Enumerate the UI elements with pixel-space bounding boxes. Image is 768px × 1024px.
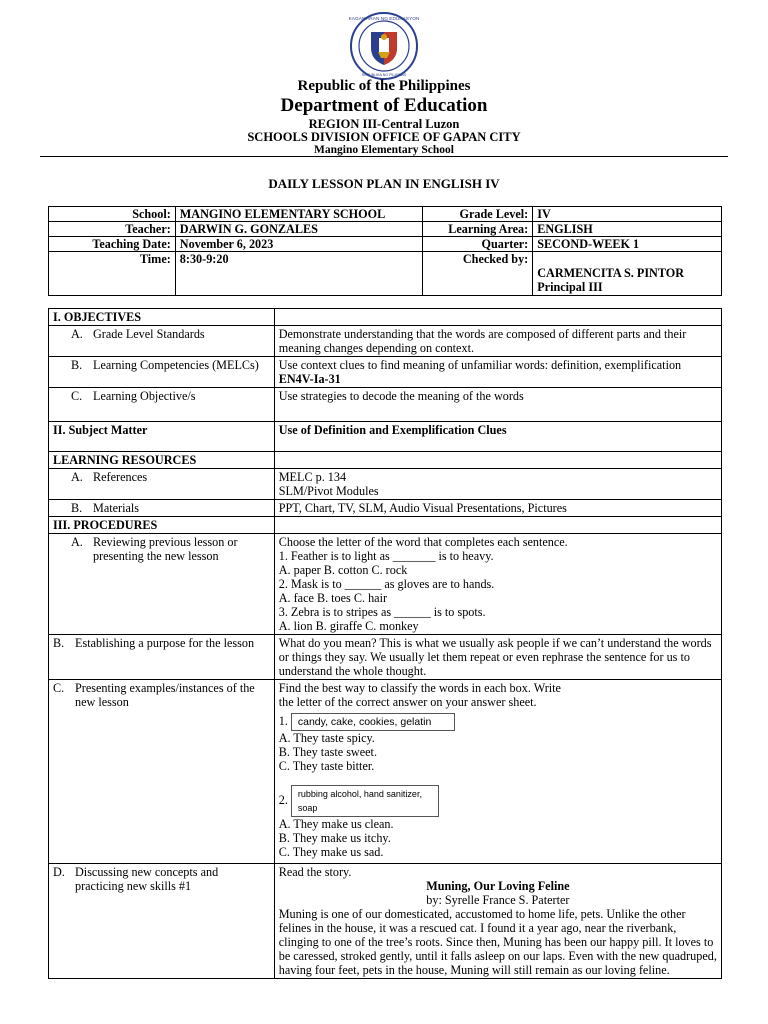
school-label: School:: [49, 207, 176, 222]
subject-matter-row: [49, 422, 722, 452]
info-row-date: [49, 237, 722, 252]
review-line: A. face B. toes C. hair: [278, 591, 388, 605]
procedure-row-b: B. Establishing a purpose for the lesson What do you mean? This is what we usually ask people if we can’t understand the words or things they say. We usually let them repeat or even rephrase the sentence for us to understand the whole thought.: [49, 635, 722, 680]
procedures-heading-row: [49, 517, 722, 534]
teacher-label: Teacher:: [49, 222, 176, 237]
review-line: 2. Mask is to ______ as gloves are to hands.: [278, 577, 495, 591]
teaching-date-value: November 6, 2023: [175, 237, 423, 252]
grade-level-standards-text: Demonstrate understanding that the words are composed of different parts and their meaning changes depending on context.: [274, 326, 721, 357]
story-text: Muning is one of our domesticated, accustomed to home life, pets. Unlike the other felines in the house, it was a rescued cat. I found it a year ago, near the riverbank, clinging to one of the tree’s roots. Since then, Muning has been our happy pill. It loves to be caressed, stroked gently, until it falls asleep on our laps. Even with the new quadruped, having four feet, pets in the house, Muning will still remain as our loving feline.: [278, 907, 717, 977]
quarter-value: SECOND-WEEK 1: [533, 237, 722, 252]
teaching-date-label: Teaching Date:: [49, 237, 176, 252]
document-title: DAILY LESSON PLAN IN ENGLISH IV: [268, 176, 500, 191]
discussing-concepts-content: Read the story. Muning, Our Loving Feline by: Syrelle France S. Paterter Muning is one of our domesticated, accustomed to home life, pets. Unlike the other felines in the house, it was a rescued cat. I found it a year ago, near the riverbank, clinging to one of the tree’s roots. Since then, Muning has been our happy pill. It loves to be caressed, stroked gently, until it falls asleep on our laps. Even with the new quadruped, having four feet, pets in the house, Muning will still remain as our loving feline.: [274, 864, 721, 979]
subject-matter-heading: II. Subject Matter: [49, 422, 275, 452]
checked-by-label: Checked by:: [423, 252, 533, 296]
objective-row-a: A. Grade Level Standards Demonstrate understanding that the words are composed of different parts and their meaning changes depending on context.: [49, 326, 722, 357]
review-line: A. paper B. cotton C. rock: [278, 563, 408, 577]
option: C. They taste bitter.: [278, 759, 375, 773]
materials-label: Materials: [93, 501, 140, 515]
deped-seal-logo: [349, 12, 419, 80]
reviewing-lesson-label: Reviewing previous lesson or presenting the new lesson: [93, 535, 238, 563]
word-box-1: candy, cake, cookies, gelatin: [291, 713, 455, 731]
lesson-plan-table: [48, 308, 722, 979]
establishing-purpose-text: What do you mean? This is what we usually ask people if we can’t understand the words or things they say. We usually let them repeat or even rephrase the sentence for us to understand the whole thought.: [274, 635, 721, 680]
grade-level-label: Grade Level:: [423, 207, 533, 222]
learning-resources-heading: LEARNING RESOURCES: [49, 452, 275, 469]
school-heading: Mangino Elementary School: [314, 144, 454, 156]
materials-text: PPT, Chart, TV, SLM, Audio Visual Presentations, Pictures: [274, 500, 721, 517]
objectives-heading-row: [49, 309, 722, 326]
procedure-row-a: A. Reviewing previous lesson or presenting the new lesson Choose the letter of the word that completes each sentence. 1. Feather is to light as _______ is to heavy. A. paper B. cotton C. rock 2. Mask is to ______ as gloves are to hands. A. face B. toes C. hair 3. Zebra is to stripes as ______ is to spots. A. lion B. giraffe C. monkey: [49, 534, 722, 635]
learning-competencies-text: Use context clues to find meaning of unfamiliar words: definition, exemplification: [278, 358, 682, 372]
info-row-time: [49, 252, 722, 296]
department-heading: Department of Education: [280, 95, 488, 116]
melc-code: EN4V-Ia-31: [278, 372, 341, 386]
procedure-row-d: D. Discussing new concepts and practicing new skills #1 Read the story. Muning, Our Loving Feline by: Syrelle France S. Paterter Muning is one of our domesticated, accustomed to home life, pets. Unlike the other felines in the house, it was a rescued cat. I found it a year ago, near the riverbank, clinging to one of the tree’s roots. Since then, Muning has been our happy pill. It loves to be caressed, stroked gently, until it falls asleep on our laps. Even with the new quadruped, having four feet, pets in the house, Muning will still remain as our loving feline.: [49, 864, 722, 979]
teacher-value: DARWIN G. GONZALES: [175, 222, 423, 237]
checker-title: Principal III: [537, 280, 603, 294]
learning-area-value: ENGLISH: [533, 222, 722, 237]
word-box-2: rubbing alcohol, hand sanitizer, soap: [291, 785, 439, 817]
info-row-school: [49, 207, 722, 222]
story-title: Muning, Our Loving Feline: [426, 879, 570, 893]
materials-row: B. Materials PPT, Chart, TV, SLM, Audio Visual Presentations, Pictures: [49, 500, 722, 517]
resources-heading-row: [49, 452, 722, 469]
header-divider: [40, 156, 728, 157]
procedure-row-c: C. Presenting examples/instances of the new lesson Find the best way to classify the words in each box. Write the letter of the correct answer on your answer sheet. 1. candy, cake, cookies, gelatin A. They taste spicy. B. They taste sweet. C. They taste bitter. 2. rubbing alcohol, hand sanitizer, soap A. They make us clean. B. They make us itchy. C. They make us sad.: [49, 680, 722, 864]
learning-area-label: Learning Area:: [423, 222, 533, 237]
svg-text:REPUBLIKA NG PILIPINAS: REPUBLIKA NG PILIPINAS: [361, 73, 407, 77]
svg-text:KAGAWARAN NG EDUKASYON: KAGAWARAN NG EDUKASYON: [349, 17, 419, 22]
option: C. They make us sad.: [278, 845, 384, 859]
presenting-examples-label: Presenting examples/instances of the new lesson: [75, 681, 255, 709]
info-row-teacher: [49, 222, 722, 237]
review-line: Choose the letter of the word that completes each sentence.: [278, 535, 568, 549]
objective-row-c: C. Learning Objective/s Use strategies to decode the meaning of the words: [49, 388, 722, 422]
option: A. They taste spicy.: [278, 731, 375, 745]
subject-matter-value: Use of Definition and Exemplification Clues: [274, 422, 721, 452]
references-label: References: [93, 470, 148, 484]
option: B. They taste sweet.: [278, 745, 377, 759]
objectives-heading: I. OBJECTIVES: [49, 309, 275, 326]
republic-heading: Republic of the Philippines: [297, 78, 471, 94]
option: A. They make us clean.: [278, 817, 394, 831]
time-value: 8:30-9:20: [175, 252, 423, 296]
learning-competencies-label: Learning Competencies (MELCs): [93, 358, 259, 372]
learning-objectives-label: Learning Objective/s: [93, 389, 196, 403]
presenting-examples-content: Find the best way to classify the words in each box. Write the letter of the correct answer on your answer sheet. 1. candy, cake, cookies, gelatin A. They taste spicy. B. They taste sweet. C. They taste bitter. 2. rubbing alcohol, hand sanitizer, soap A. They make us clean. B. They make us itchy. C. They make us sad.: [274, 680, 721, 864]
review-line: A. lion B. giraffe C. monkey: [278, 619, 419, 633]
checked-by-value: [533, 252, 722, 296]
learning-objectives-text: Use strategies to decode the meaning of the words: [274, 388, 721, 422]
discussing-concepts-label: Discussing new concepts and practicing new skills #1: [75, 865, 219, 893]
school-value: MANGINO ELEMENTARY SCHOOL: [175, 207, 423, 222]
review-line: 3. Zebra is to stripes as ______ is to spots.: [278, 605, 486, 619]
story-author: by: Syrelle France S. Paterter: [426, 893, 570, 907]
references-row: A. References MELC p. 134 SLM/Pivot Modules: [49, 469, 722, 500]
time-label: Time:: [49, 252, 176, 296]
option: B. They make us itchy.: [278, 831, 391, 845]
checker-name: CARMENCITA S. PINTOR: [537, 266, 685, 280]
info-table: [48, 206, 722, 296]
establishing-purpose-label: Establishing a purpose for the lesson: [75, 636, 255, 650]
division-heading: SCHOOLS DIVISION OFFICE OF GAPAN CITY: [247, 130, 521, 144]
grade-level-value: IV: [533, 207, 722, 222]
grade-level-standards-label: Grade Level Standards: [93, 327, 205, 341]
objective-row-b: B. Learning Competencies (MELCs) Use context clues to find meaning of unfamiliar words: definition, exemplification EN4V-Ia-31: [49, 357, 722, 388]
reviewing-lesson-content: [274, 534, 721, 635]
reference-melc: MELC p. 134: [278, 470, 347, 484]
reference-modules: SLM/Pivot Modules: [278, 484, 379, 498]
review-line: 1. Feather is to light as _______ is to heavy.: [278, 549, 494, 563]
region-heading: REGION III-Central Luzon: [308, 117, 460, 131]
quarter-label: Quarter:: [423, 237, 533, 252]
procedures-heading: III. PROCEDURES: [49, 517, 275, 534]
